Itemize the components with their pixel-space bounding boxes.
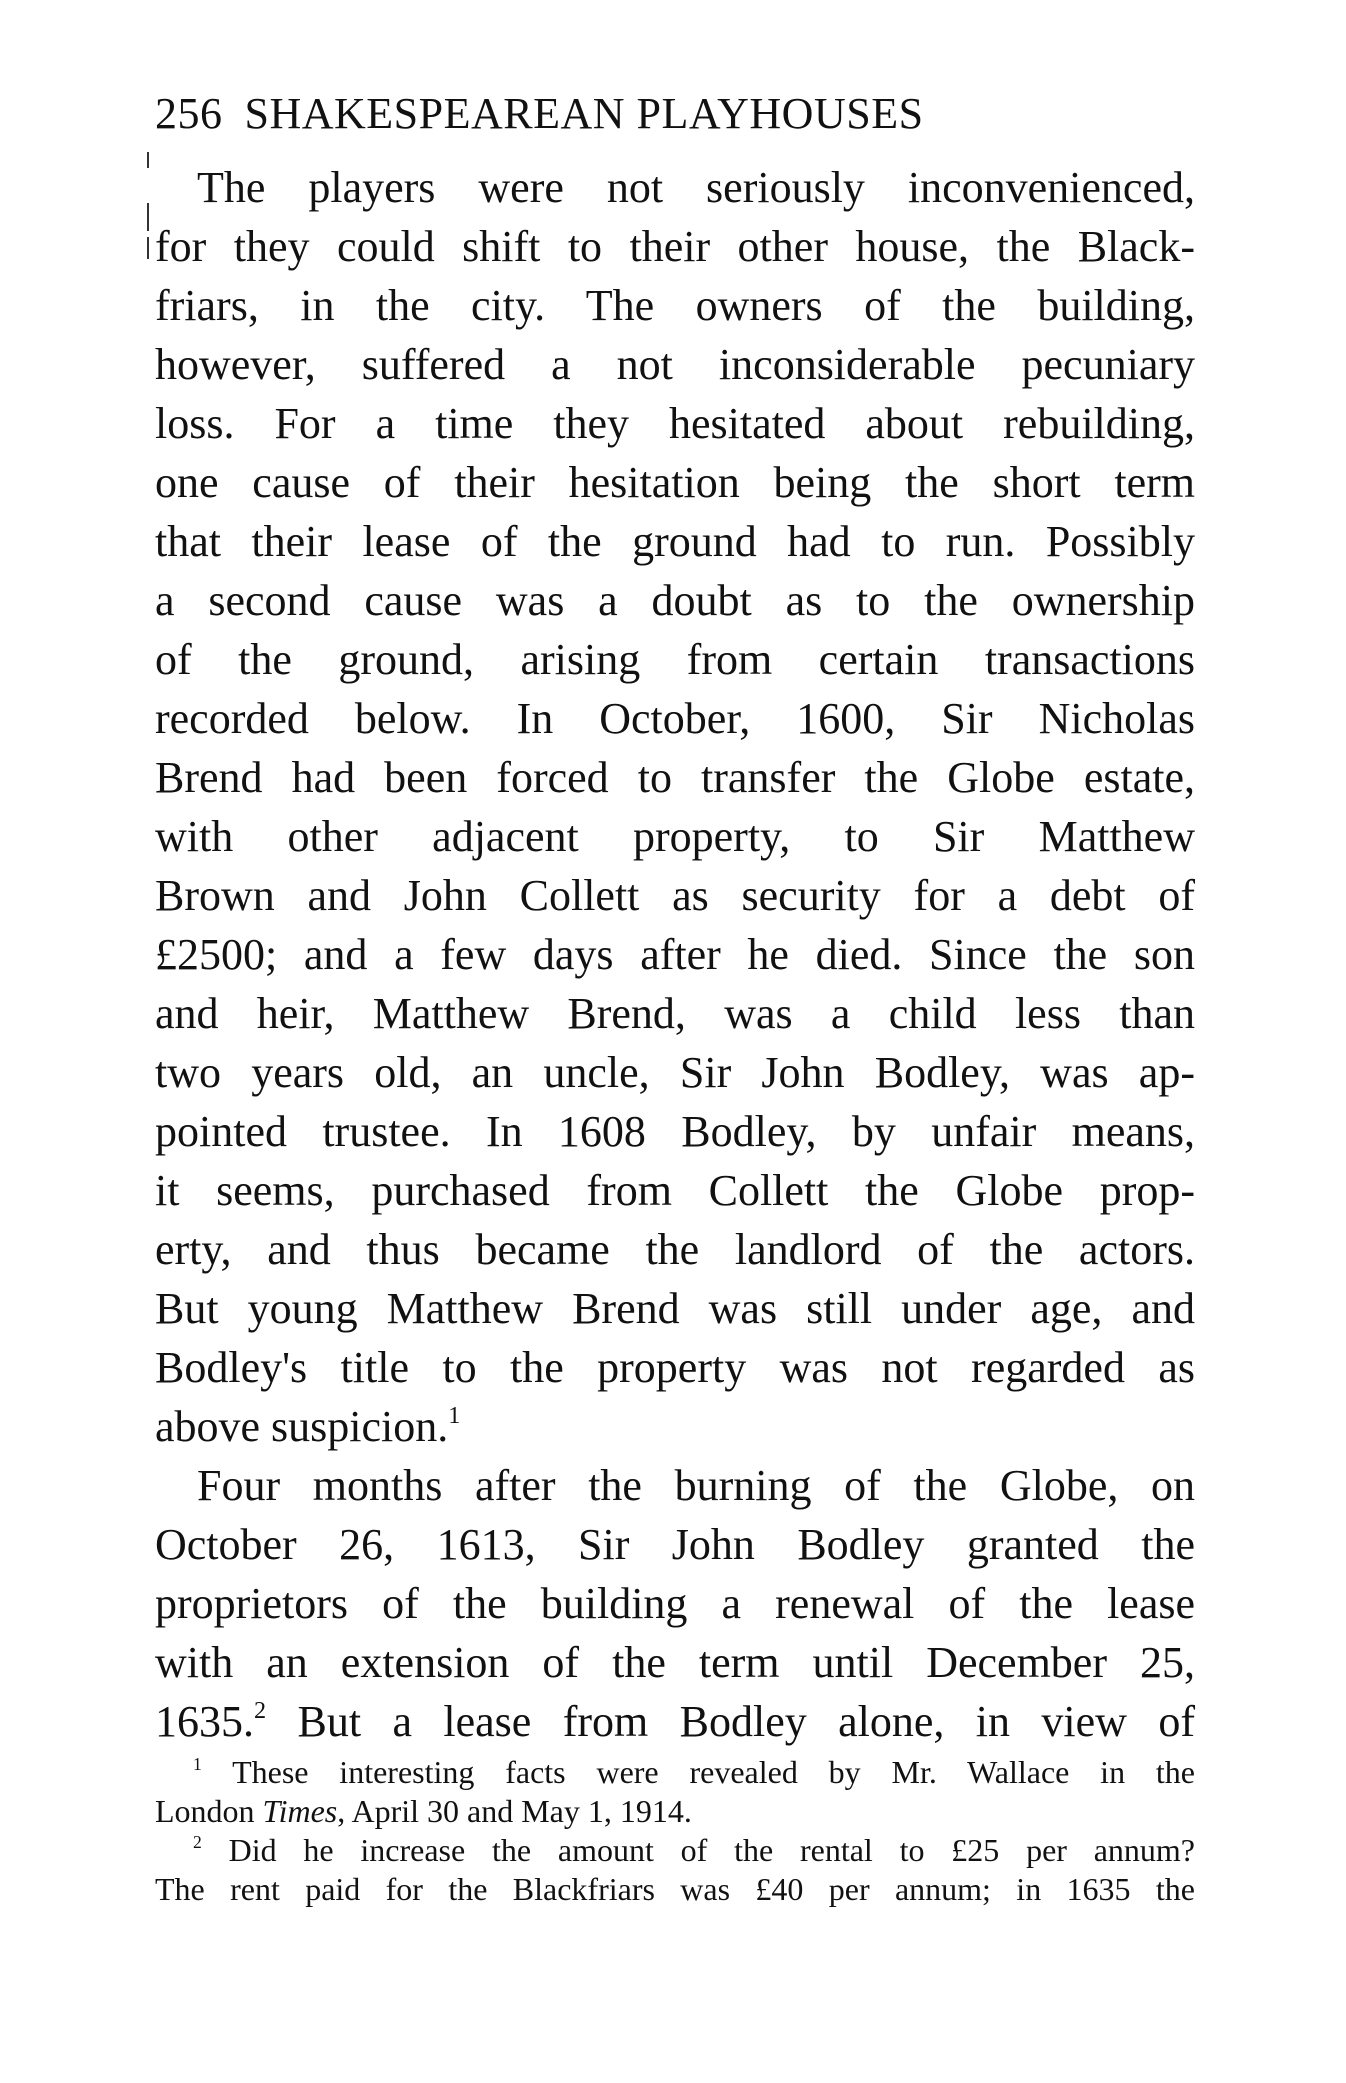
- running-header: [155, 88, 1195, 150]
- text-line: October 26, 1613, Sir John Bodley granted the: [155, 1520, 1195, 1569]
- running-title: SHAKESPEAREAN PLAYHOUSES: [244, 89, 924, 138]
- text-line: erty, and thus became the landlord of the actors.: [155, 1225, 1195, 1274]
- text-line: £2500; and a few days after he died. Since the son: [155, 930, 1195, 979]
- footnote-text: These interesting facts were revealed by Mr. Wallace in the: [232, 1754, 1196, 1790]
- margin-mark: [147, 152, 149, 168]
- footnote-mark: 2: [193, 1831, 202, 1852]
- paragraph: [155, 1456, 1195, 1751]
- text-line: The players were not seriously inconvenienced,: [197, 163, 1195, 212]
- footnote-italic-title: Times: [262, 1793, 338, 1829]
- text-line: proprietors of the building a renewal of the lease: [155, 1579, 1195, 1628]
- text-line: it seems, purchased from Collett the Globe prop-: [155, 1166, 1195, 1215]
- text-line: one cause of their hesitation being the short term: [155, 458, 1195, 507]
- text-line: with an extension of the term until December 25,: [155, 1638, 1195, 1687]
- text-line: But young Matthew Brend was still under age, and: [155, 1284, 1195, 1333]
- line-text: But a lease from Bodley alone, in view of: [266, 1697, 1195, 1746]
- footnote-text: , April 30 and May 1, 1914.: [337, 1793, 692, 1829]
- text-line: two years old, an uncle, Sir John Bodley, was ap-: [155, 1048, 1195, 1097]
- text-line: however, suffered a not inconsiderable pecuniary: [155, 340, 1195, 389]
- footnote-text: London: [155, 1793, 263, 1829]
- text-line: [155, 1397, 1195, 1456]
- text-line: a second cause was a doubt as to the ownership: [155, 576, 1195, 625]
- text-line: Brend had been forced to transfer the Globe estate,: [155, 753, 1195, 802]
- footnote-text: Did he increase the amount of the rental to £25 per annum?: [228, 1832, 1196, 1868]
- book-page: [155, 88, 1195, 1909]
- text-line: and heir, Matthew Brend, was a child less than: [155, 989, 1195, 1038]
- text-line: recorded below. In October, 1600, Sir Nicholas: [155, 694, 1195, 743]
- text-line: pointed trustee. In 1608 Bodley, by unfair means,: [155, 1107, 1195, 1156]
- text-line: Bodley's title to the property was not regarded as: [155, 1343, 1195, 1392]
- text-line: of the ground, arising from certain transactions: [155, 635, 1195, 684]
- footnote-2-line: The rent paid for the Blackfriars was £40 per annum; in 1635 the: [155, 1871, 1195, 1907]
- footnote-mark: 1: [193, 1753, 202, 1774]
- text-line: that their lease of the ground had to run. Possibly: [155, 517, 1195, 566]
- margin-mark: [147, 237, 149, 259]
- footnotes: [155, 1753, 1195, 1909]
- text-line: for they could shift to their other house, the Black-: [155, 222, 1195, 271]
- body-text: [155, 158, 1195, 1751]
- text-line: with other adjacent property, to Sir Matthew: [155, 812, 1195, 861]
- note-reference: 1: [448, 1401, 461, 1429]
- paragraph: [155, 158, 1195, 1456]
- note-reference: 2: [254, 1696, 267, 1724]
- page-number: 256: [155, 89, 223, 138]
- text-line: Brown and John Collett as security for a debt of: [155, 871, 1195, 920]
- margin-mark: [147, 203, 149, 231]
- text-line: loss. For a time they hesitated about rebuilding,: [155, 399, 1195, 448]
- text-line: Four months after the burning of the Globe, on: [197, 1461, 1195, 1510]
- footnote-1-line: [155, 1792, 1195, 1831]
- text-line: friars, in the city. The owners of the building,: [155, 281, 1195, 330]
- footnote-2-line: [155, 1831, 1195, 1870]
- text-line: [155, 1692, 1195, 1751]
- line-text: above suspicion.: [155, 1402, 449, 1451]
- footnote-1-line: [155, 1753, 1195, 1792]
- line-text: 1635.: [155, 1697, 254, 1746]
